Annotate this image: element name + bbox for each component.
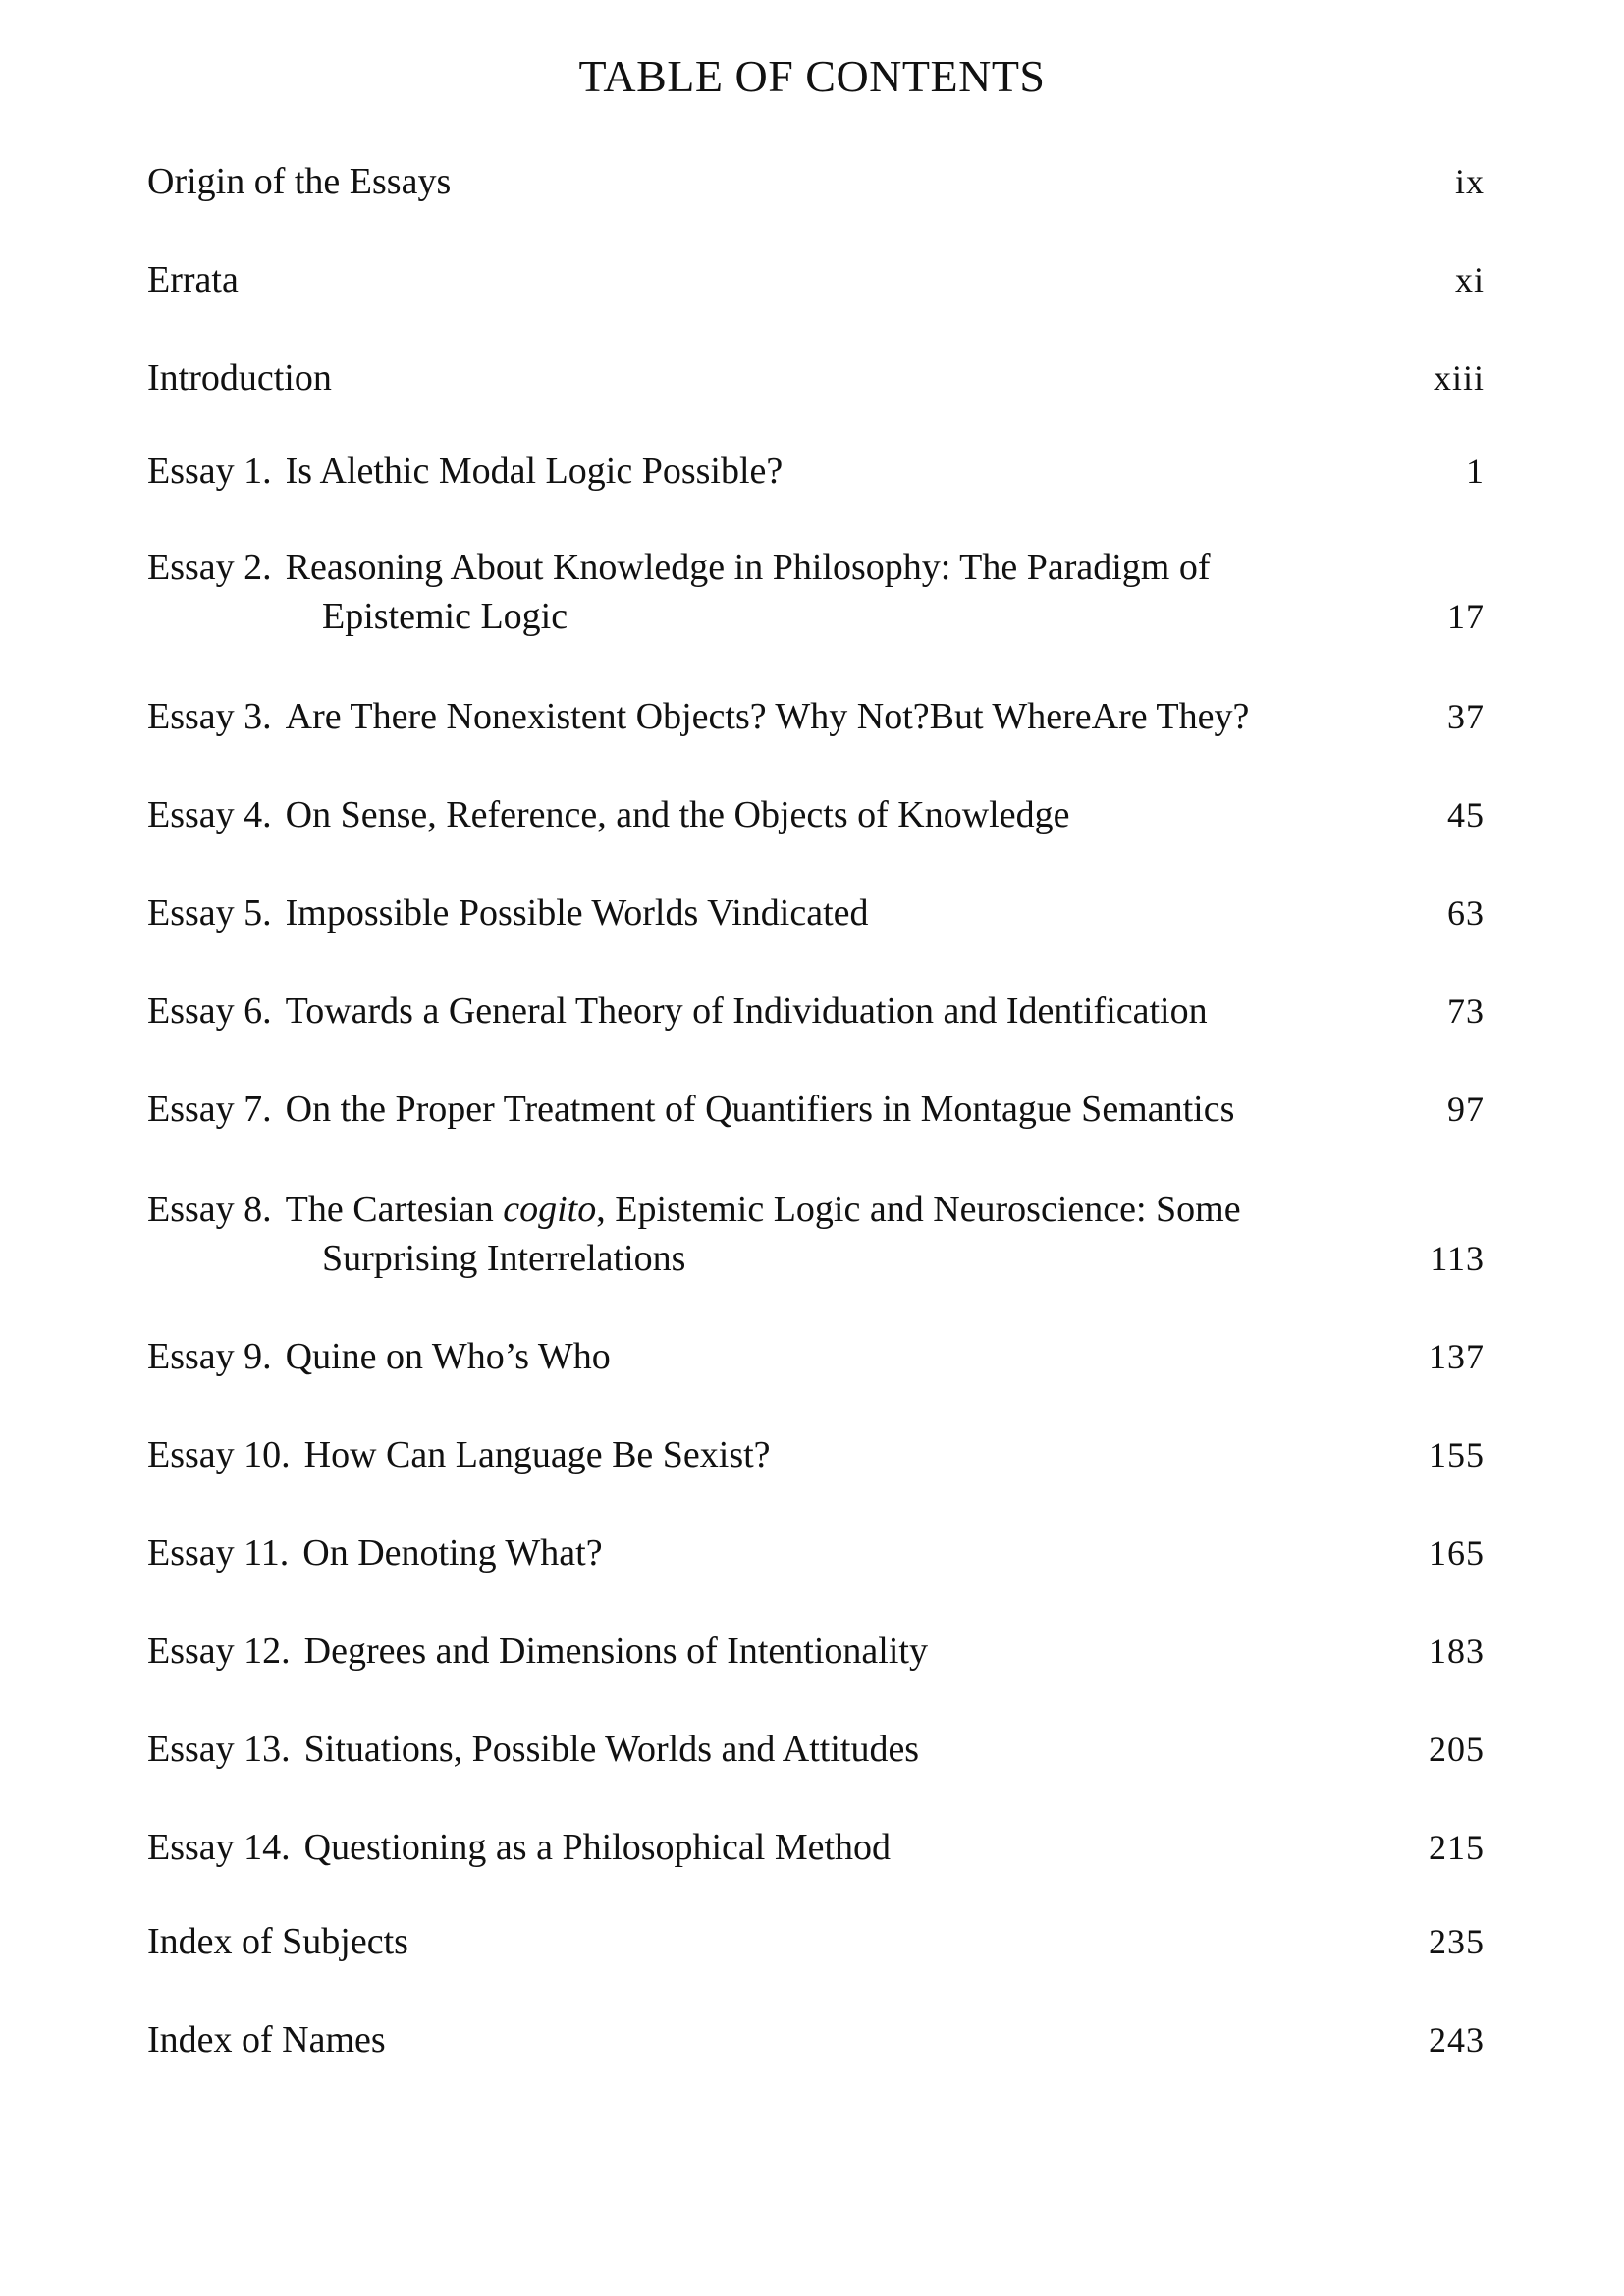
toc-entry — [147, 1725, 1492, 1774]
essay-label: Essay 9. — [147, 1336, 272, 1377]
essay-label: Essay 3. — [147, 696, 272, 737]
entry-title-continued: Surprising Interrelations — [322, 1238, 686, 1279]
entry-title-post: , Epistemic Logic and Neuroscience: Some — [596, 1189, 1241, 1230]
entry-title: On the Proper Treatment of Quantifiers in Montague Semantics — [285, 1089, 1235, 1130]
page-number: 137 — [1429, 1337, 1485, 1376]
page-number: 73 — [1447, 991, 1485, 1031]
toc-entry — [147, 543, 1492, 641]
entry-title: Degrees and Dimensions of Intentionality — [303, 1630, 928, 1672]
toc-entry — [147, 692, 1492, 741]
page-number: xiii — [1433, 358, 1485, 398]
entry-title: Errata — [147, 259, 239, 300]
essay-label: Essay 12. — [147, 1630, 291, 1672]
toc-entry — [147, 447, 1492, 496]
toc-entry — [147, 1332, 1492, 1381]
entry-title: Are There Nonexistent Objects? Why Not?But WhereAre They? — [285, 696, 1250, 737]
toc-entry — [147, 353, 1492, 402]
toc-entry — [147, 157, 1492, 206]
toc-entry — [147, 1627, 1492, 1676]
entry-title-pre: The Cartesian — [285, 1189, 504, 1230]
toc-entry — [147, 1528, 1492, 1577]
page-number: 215 — [1429, 1828, 1485, 1867]
page-number: 63 — [1447, 893, 1485, 933]
entry-title-line — [147, 447, 1492, 496]
entry-title-line — [147, 1528, 1492, 1577]
toc-entry — [147, 255, 1492, 304]
entry-title-line — [147, 1332, 1492, 1381]
entry-title: Origin of the Essays — [147, 161, 452, 202]
page-number: 183 — [1429, 1631, 1485, 1671]
entry-title-italic: cogito — [503, 1189, 597, 1230]
page-number: 1 — [1466, 452, 1485, 491]
essay-label: Essay 8. — [147, 1189, 272, 1230]
page-number: 155 — [1429, 1435, 1485, 1474]
entry-title: Towards a General Theory of Individuation and Identification — [285, 990, 1208, 1032]
page-number: xi — [1454, 260, 1485, 299]
essay-label: Essay 2. — [147, 547, 272, 588]
page-number: 243 — [1429, 2020, 1485, 2059]
essay-label: Essay 4. — [147, 794, 272, 835]
essay-label: Essay 5. — [147, 892, 272, 934]
toc-entry — [147, 1085, 1492, 1134]
toc-entry — [147, 1430, 1492, 1479]
essay-label: Essay 14. — [147, 1827, 291, 1868]
entry-title-continued: Epistemic Logic — [322, 596, 568, 637]
entry-title-line — [147, 1627, 1492, 1676]
essay-label: Essay 6. — [147, 990, 272, 1032]
entry-title-line — [147, 790, 1492, 839]
entry-title-line — [147, 1725, 1492, 1774]
entry-title-line — [147, 987, 1492, 1036]
entry-title: Index of Names — [147, 2019, 386, 2060]
page-number: 45 — [1447, 795, 1485, 834]
essay-label: Essay 13. — [147, 1729, 291, 1770]
entry-title-line — [147, 543, 1492, 592]
page-number: 205 — [1429, 1730, 1485, 1769]
toc-entry — [147, 1823, 1492, 1872]
toc-entry — [147, 888, 1492, 937]
entry-title-line — [147, 1823, 1492, 1872]
entry-title: Impossible Possible Worlds Vindicated — [285, 892, 869, 934]
entry-title-line — [147, 1085, 1492, 1134]
essay-label: Essay 7. — [147, 1089, 272, 1130]
page-number: 235 — [1429, 1922, 1485, 1961]
entry-title: How Can Language Be Sexist? — [303, 1434, 771, 1475]
entry-title-line — [147, 1430, 1492, 1479]
entry-title: Questioning as a Philosophical Method — [303, 1827, 892, 1868]
toc-entry — [147, 2015, 1492, 2064]
entry-title: Is Alethic Modal Logic Possible? — [285, 451, 784, 492]
toc-entry — [147, 1185, 1492, 1283]
entry-title: Index of Subjects — [147, 1921, 408, 1962]
page-number: 17 — [1447, 597, 1485, 636]
entry-title-line — [147, 1185, 1492, 1234]
entry-title-line — [147, 888, 1492, 937]
essay-label: Essay 1. — [147, 451, 272, 492]
page-number: ix — [1454, 162, 1485, 201]
entry-title: On Sense, Reference, and the Objects of Knowledge — [285, 794, 1070, 835]
entry-title: On Denoting What? — [302, 1532, 603, 1574]
page-title: TABLE OF CONTENTS — [578, 51, 1046, 101]
toc-entry — [147, 790, 1492, 839]
page-number: 97 — [1447, 1090, 1485, 1129]
toc-entry — [147, 987, 1492, 1036]
entry-title-line — [147, 692, 1492, 741]
entry-title: Reasoning About Knowledge in Philosophy: The Paradigm of — [285, 547, 1211, 588]
page-number: 113 — [1430, 1239, 1485, 1278]
page-number: 37 — [1447, 697, 1485, 736]
essay-label: Essay 11. — [147, 1532, 290, 1574]
page-number: 165 — [1429, 1533, 1485, 1573]
toc-entry — [147, 1917, 1492, 1966]
entry-title: Introduction — [147, 357, 332, 399]
entry-title: Quine on Who’s Who — [285, 1336, 611, 1377]
essay-label: Essay 10. — [147, 1434, 291, 1475]
entry-title: Situations, Possible Worlds and Attitudes — [303, 1729, 920, 1770]
